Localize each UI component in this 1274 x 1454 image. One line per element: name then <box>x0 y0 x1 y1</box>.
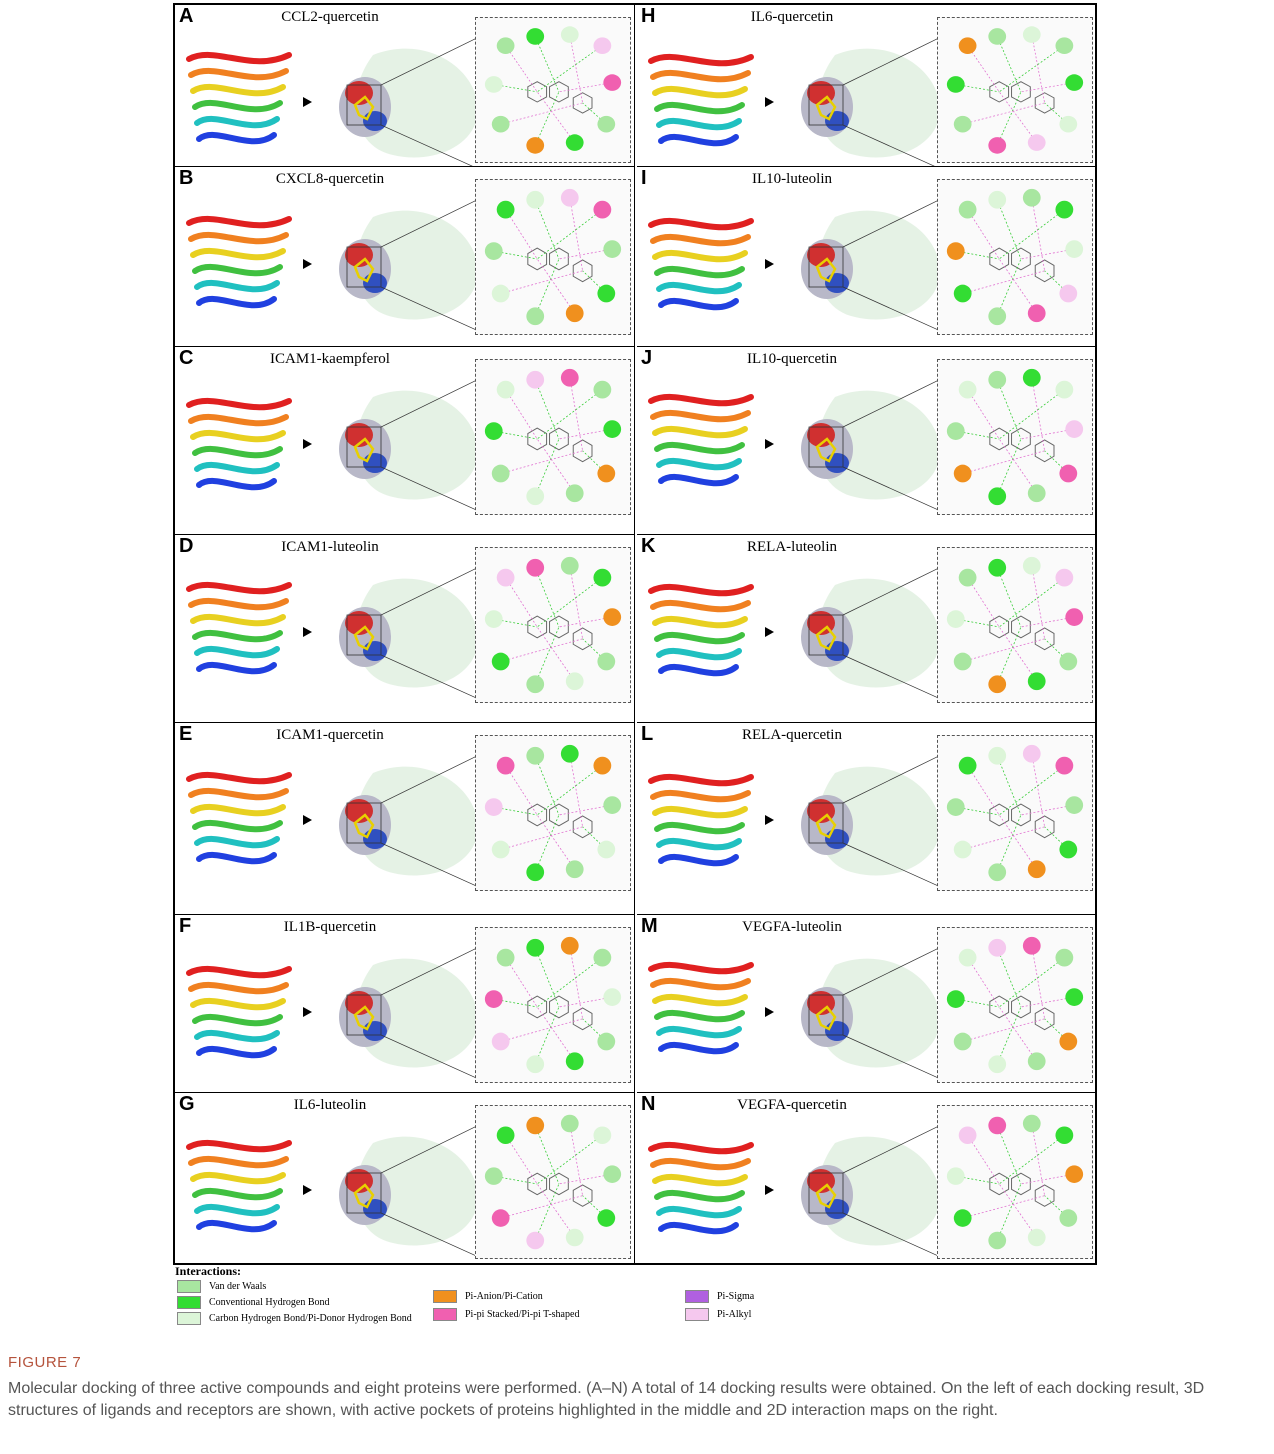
protein-3d-structure-image <box>643 757 759 885</box>
binding-pocket-image <box>775 565 945 701</box>
arrow-icon <box>303 259 312 269</box>
panel-label: E <box>179 723 193 745</box>
arrow-icon <box>303 1007 312 1017</box>
panel-label: A <box>179 5 194 27</box>
binding-pocket-image <box>313 565 483 701</box>
binding-pocket-image <box>313 753 483 889</box>
arrow-icon <box>765 259 774 269</box>
panel-b <box>175 167 635 347</box>
panel-title: IL10-quercetin <box>747 351 837 367</box>
panel-n <box>637 1093 1097 1263</box>
panel-d <box>175 535 635 723</box>
binding-pocket-image <box>775 197 945 333</box>
2d-interaction-map <box>475 179 631 335</box>
binding-pocket-image <box>775 377 945 513</box>
protein-3d-structure-image <box>643 381 759 509</box>
panel-label: L <box>641 723 654 745</box>
arrow-icon <box>303 627 312 637</box>
2d-interaction-map <box>937 17 1093 163</box>
protein-3d-structure-image <box>643 1127 759 1255</box>
panel-l <box>637 723 1097 915</box>
2d-interaction-map <box>937 735 1093 891</box>
panel-m <box>637 915 1097 1093</box>
legend-item-vdw: Van der Waals <box>177 1280 266 1293</box>
2d-interaction-map <box>475 1105 631 1259</box>
panel-title: IL6-luteolin <box>293 1097 367 1113</box>
panel-title: VEGFA-luteolin <box>742 919 842 935</box>
protein-3d-structure-image <box>643 39 759 167</box>
binding-pocket-image <box>313 35 483 167</box>
arrow-icon <box>303 97 312 107</box>
panel-title: ICAM1-luteolin <box>281 539 379 555</box>
panel-a <box>175 5 635 167</box>
2d-interaction-map <box>475 927 631 1083</box>
panel-label: D <box>179 535 194 557</box>
panel-title: CXCL8-quercetin <box>275 171 385 187</box>
binding-pocket-image <box>775 1123 945 1259</box>
legend-title: Interactions: <box>175 1264 241 1278</box>
panel-title: IL6-quercetin <box>750 9 834 25</box>
arrow-icon <box>765 815 774 825</box>
binding-pocket-image <box>775 945 945 1081</box>
arrow-icon <box>303 815 312 825</box>
2d-interaction-map <box>475 547 631 703</box>
binding-pocket-image <box>775 753 945 889</box>
protein-3d-structure-image <box>643 949 759 1077</box>
panel-title: RELA-luteolin <box>747 539 837 555</box>
2d-interaction-map <box>475 359 631 515</box>
binding-pocket-image <box>313 945 483 1081</box>
panel-g <box>175 1093 635 1263</box>
panel-label: F <box>179 915 192 937</box>
panel-label: C <box>179 347 194 369</box>
panel-title: VEGFA-quercetin <box>737 1097 847 1113</box>
2d-interaction-map <box>475 17 631 163</box>
panel-title: ICAM1-kaempferol <box>270 351 390 367</box>
panel-label: N <box>641 1093 656 1115</box>
arrow-icon <box>765 439 774 449</box>
binding-pocket-image <box>313 197 483 333</box>
arrow-icon <box>765 97 774 107</box>
2d-interaction-map <box>475 735 631 891</box>
figure-caption: Molecular docking of three active compounds and eight proteins were performed. (A–N) A total of 14 docking results were obtained. On the left of each docking result, 3D structures of ligands and receptors are shown, with active pockets of proteins highlighted in the middle and 2D interaction maps on the right. <box>8 1380 1205 1419</box>
protein-3d-structure-image <box>181 39 297 167</box>
protein-3d-structure-image <box>643 201 759 329</box>
panel-c <box>175 347 635 535</box>
protein-3d-structure-image <box>643 569 759 697</box>
2d-interaction-map <box>937 179 1093 335</box>
protein-3d-structure-image <box>181 569 297 697</box>
protein-3d-structure-image <box>181 949 297 1077</box>
panel-label: G <box>179 1093 195 1115</box>
panel-e <box>175 723 635 915</box>
panel-label: K <box>641 535 656 557</box>
binding-pocket-image <box>313 377 483 513</box>
panel-label: I <box>641 167 647 189</box>
legend-item-pistacked: Pi-pi Stacked/Pi-pi T-shaped <box>433 1308 579 1321</box>
legend-item-pialkyl: Pi-Alkyl <box>685 1308 751 1321</box>
protein-3d-structure-image <box>181 381 297 509</box>
arrow-icon <box>765 1007 774 1017</box>
panel-title: ICAM1-quercetin <box>276 727 384 743</box>
arrow-icon <box>765 627 774 637</box>
2d-interaction-map <box>937 359 1093 515</box>
figure-grid <box>173 3 1097 1265</box>
2d-interaction-map <box>937 547 1093 703</box>
legend-item-pisigma: Pi-Sigma <box>685 1290 754 1303</box>
panel-title: IL1B-quercetin <box>283 919 377 935</box>
panel-title: CCL2-quercetin <box>281 9 379 25</box>
panel-label: M <box>641 915 658 937</box>
panel-f <box>175 915 635 1093</box>
panel-label: J <box>641 347 653 369</box>
legend-item-chbond: Carbon Hydrogen Bond/Pi-Donor Hydrogen Bond <box>177 1312 412 1325</box>
arrow-icon <box>303 1185 312 1195</box>
2d-interaction-map <box>937 927 1093 1083</box>
panel-i <box>637 167 1097 347</box>
protein-3d-structure-image <box>181 1127 297 1255</box>
panel-label: H <box>641 5 656 27</box>
protein-3d-structure-image <box>181 201 297 329</box>
arrow-icon <box>303 439 312 449</box>
binding-pocket-image <box>313 1123 483 1259</box>
2d-interaction-map <box>937 1105 1093 1259</box>
interaction-legend <box>175 1264 815 1334</box>
binding-pocket-image <box>775 35 945 167</box>
figure-label: FIGURE 7 <box>8 1354 82 1371</box>
protein-3d-structure-image <box>181 757 297 885</box>
panel-title: RELA-quercetin <box>742 727 842 743</box>
panel-h <box>637 5 1097 167</box>
arrow-icon <box>765 1185 774 1195</box>
legend-item-pianion: Pi-Anion/Pi-Cation <box>433 1290 543 1303</box>
panel-title: IL10-luteolin <box>752 171 832 187</box>
panel-j <box>637 347 1097 535</box>
panel-k <box>637 535 1097 723</box>
panel-label: B <box>179 167 194 189</box>
legend-item-hbond: Conventional Hydrogen Bond <box>177 1296 330 1309</box>
